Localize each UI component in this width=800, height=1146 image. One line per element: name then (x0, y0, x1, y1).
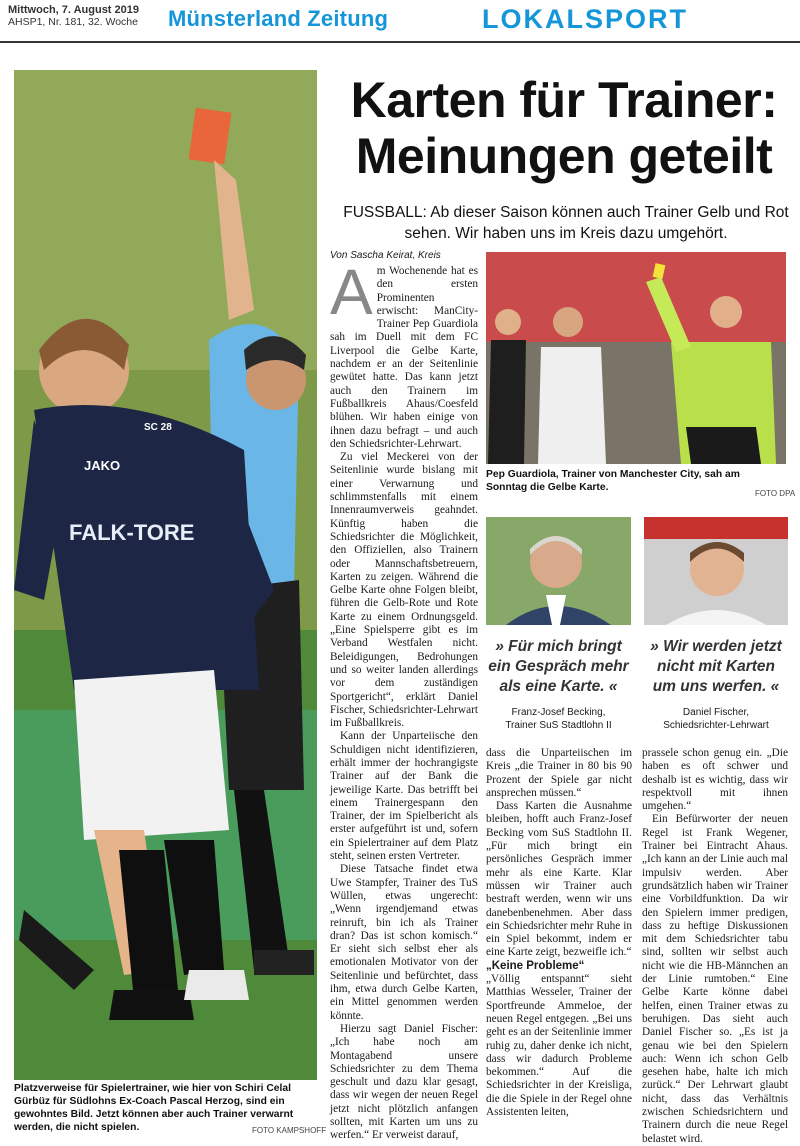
headline (334, 72, 794, 184)
issue-date: Mittwoch, 7. August 2019 (8, 4, 140, 16)
quote-becking: » Für mich bringt ein Gespräch mehr als eine Karte. « (488, 638, 629, 695)
paragraph: Kann der Unparteiische den Schuldigen nicht identifizieren, erhält immer der hochrangigste Trainer auf der Bank die jeweilige Karte. Das betrifft bei einem Trainergespann den Trainer, der im Spielbericht als erster aufgeführt ist und, sofern ein Spielertrainer auf dem Platz steht, seinen ersten Vertreter. (330, 730, 478, 863)
quote-fischer-name: Daniel Fischer, (682, 707, 750, 718)
paragraph: prassele schon genug ein. „Die haben es oft schwer und deshalb ist es wichtig, dass wir respektvoll mit ihnen umgehen.“ (642, 747, 788, 813)
article-column-2 (486, 747, 632, 1119)
paragraph: Dass Karten die Ausnahme bleiben, hofft auch Franz-Josef Becking vom SuS Stadtlohn II. „Für mich bringt ein persönliches Gespräch immer mehr als eine Karte. Klar müssen wir Trainer auch bestraft werden, wenn wir uns danebenbenehmen. Aber dass ein Schiedsrichter mehr Ruhe in ein Spiel bekommt, indem er eine Karte zeigt, bezweifle ich.“ (486, 800, 632, 959)
main-photo-caption: Platzverweise für Spielertrainer, wie hier von Schiri Celal Gürbüz für Südlohns Ex-Coach Pascal Herzog, sind ein gewohntes Bild. Jetzt können aber auch Trainer verwarnt werden, die nicht spielen. (14, 1083, 294, 1133)
paragraph: Zu viel Meckerei von der Seitenlinie wurde bislang mit einer Verwarnung und schlimmstenfalls mit einem Innenraumverweis geahndet. Künftig haben die Schiedsrichter die Möglichkeit, den Offiziellen, also Trainern oder Mannschaftsbetreuern, Karten zu zeigen. Während die Gelbe Karte ohne Folgen bleibt, führen die Gelb-Rote und Rote Karte zu einem Ordnungsgeld. „Eine Spielsperre gibt es im Verband Westfalen nicht. Beleidigungen, Bedrohungen und so weiter landen allerdings vor dem zuständigen Sportgericht“, erklärt Daniel Fischer, Schiedsrichter-Lehrwart im Fußballkreis. (330, 451, 479, 730)
paragraph: Hierzu sagt Daniel Fischer: „Ich habe noch am Montagabend unsere Schiedsrichter zu dem Thema geschult und dazu klar gesagt, dass wir wegen der neuen Regel jetzt nicht plötzlich anfangen sollten, mit Karten um uns zu werfen.“ Er verweist darauf, (330, 1022, 478, 1142)
header-divider (0, 41, 800, 43)
quote-becking-role: Trainer SuS Stadtlohn II (505, 720, 612, 731)
guardiola-photo (486, 252, 786, 464)
article-column-1 (330, 256, 479, 1143)
paragraph: dass die Unparteiischen im Kreis „die Trainer in 80 bis 90 Prozent der Spiele gar nicht ansprechen müssen.“ (486, 747, 632, 799)
article-column-3 (642, 747, 788, 1146)
masthead-meta (8, 4, 139, 28)
guardiola-credit: FOTO DPA (755, 489, 796, 498)
headline-line-2: Meinungen geteilt (355, 128, 773, 184)
quote-becking-source (486, 706, 631, 732)
quote-becking-name: Franz-Josef Becking, (511, 707, 606, 718)
paragraph: Ein Befürworter der neuen Regel ist Frank Wegener, Trainer bei Eintracht Ahaus. „Ich kann an der Linie auch mal impulsiv werden. Aber grundsätzlich haben wir Trainer eine Vorbildfunktion. Da wir den Spielern immer predigen, dass zu heftige Diskussionen mit dem Schiedsrichter tabu sind, sollten wir selbst auch nicht wie die HB-Männchen an der Linie rumtoben.“ Eine Gelbe Karte könne dabei helfen, einen Trainer etwas zu beruhigen. Das sieht auch Daniel Fischer so. „Es ist ja genau wie bei den Spielern auch: Wenn ich schon Gelb gesehen habe, halte ich mich zurück.“ Der Lehrwart glaubt nicht, dass das Verhältnis zwischen Schiedsrichtern und Trainern durch die neue Regel belastet wird. (642, 813, 788, 1145)
paragraph: „Völlig entspannt“ sieht Matthias Wesseler, Trainer der Sportfreunde Ammeloe, der neuen Regel entgegen. „Bei uns geht es an der Seitenlinie immer ruhig zu, daher denke ich nicht, dass wir dadurch Probleme bekommen.“ Auf die Schiedsrichter in der Kreisliga, die die Spiele in der Regel ohne Assistenten leiten, (486, 973, 632, 1119)
section-title: LOKALSPORT (482, 4, 688, 34)
quote-fischer: » Wir werden jetzt nicht mit Karten um uns werfen. « (650, 638, 782, 695)
club-badge: SC 28 (144, 422, 172, 433)
shirt-sponsor: FALK-TORE (69, 520, 195, 545)
byline: Von Sascha Keirat, Kreis (330, 250, 441, 261)
becking-portrait (486, 517, 631, 625)
issue-number: AHSP1, Nr. 181, 32. Woche (8, 16, 138, 28)
newspaper-name: Münsterland Zeitung (168, 6, 389, 31)
quote-fischer-role: Schiedsrichter-Lehrwart (663, 720, 769, 731)
dropcap: A (330, 256, 373, 328)
main-photo-credit: FOTO KAMPSHOFF (252, 1126, 327, 1135)
shirt-brand: JAKO (84, 458, 121, 473)
headline-line-1: Karten für Trainer: (350, 72, 778, 128)
paragraph: Diese Tatsache findet etwa Uwe Stampfer, Trainer des TuS Wüllen, etwas ungerecht: „Wenn irgendjemand etwas reinruft, bin ich als Trainer dran? Das ist schon komisch.“ Er sieht sich selbst eher als emotionalen Motivator von der Seitenlinie und befürchtet, dass ihm, etwa durch Gelbe Karten, ein Mittel genommen werden könnte. (330, 863, 478, 1022)
quote-fischer-source (644, 706, 788, 732)
lead-text: FUSSBALL: Ab dieser Saison können auch Trainer Gelb und Rot sehen. Wir haben uns im Kreis dazu umgehört. (343, 204, 789, 242)
guardiola-caption: Pep Guardiola, Trainer von Manchester City, sah am Sonntag die Gelbe Karte. (486, 469, 740, 493)
fischer-portrait (644, 517, 788, 625)
subheading: „Keine Probleme“ (486, 959, 585, 972)
paragraph: m Wochenende hat es den ersten Prominenten erwischt: ManCity-Trainer Pep Guardiola sah im Duell mit dem FC Liverpool die Gelbe Karte, nachdem er an der Seitenlinie gewütet hatte. Das kann jetzt auch den Trainern im Fußballkreis Ahaus/Coesfeld blühen. Wir haben einige von ihnen dazu befragt – und auch den Schiedsrichter-Lehrwart. (330, 265, 478, 450)
main-photo (14, 70, 317, 1080)
